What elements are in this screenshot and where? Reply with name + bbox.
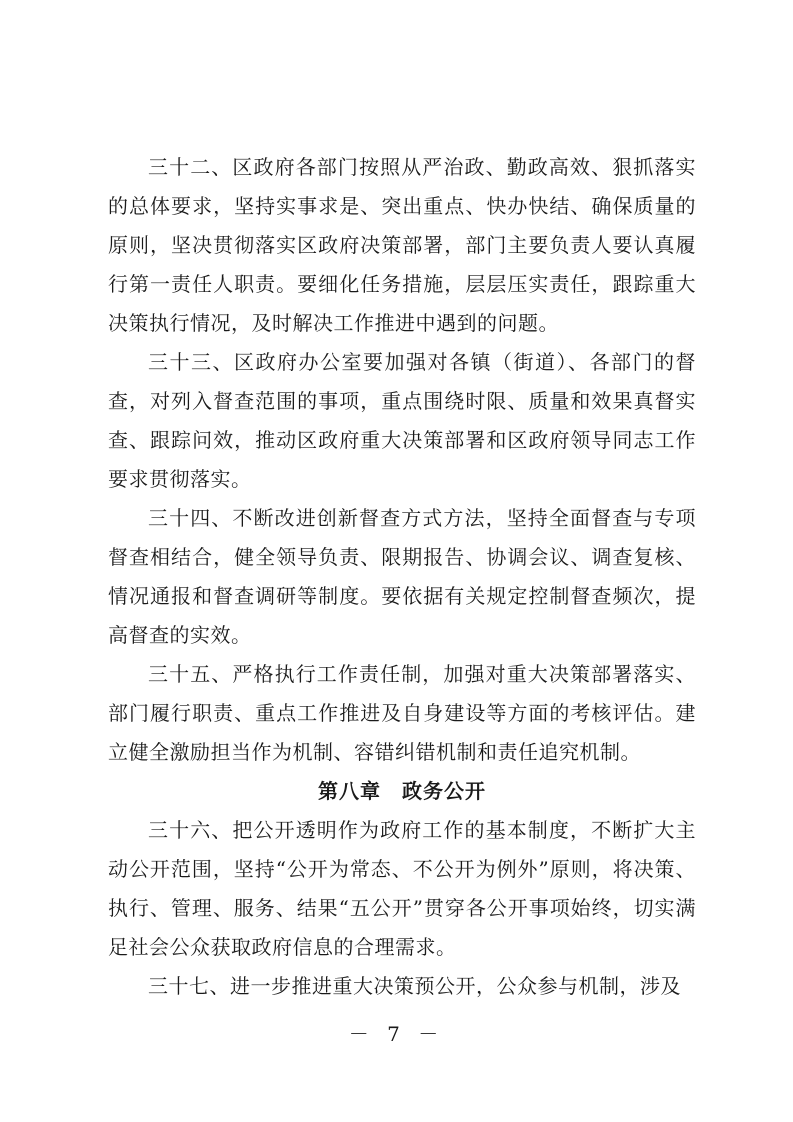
article-33-paragraph: 三十三、区政府办公室要加强对各镇（街道）、各部门的督查，对列入督查范围的事项，重点围绕时限、质量和效果真督实查、跟踪问效，推动区政府重大决策部署和区政府领导同志工作要求贯彻落实。 [108, 350, 696, 491]
article-37-paragraph: 三十七、进一步推进重大决策预公开，公众参与机制，涉及 [148, 974, 681, 998]
article-34-paragraph: 三十四、不断改进创新督查方式方法，坚持全面督查与专项督查相结合，健全领导负责、限期报告、协调会议、调查复核、情况通报和督查调研等制度。要依据有关规定控制督查频次，提高督查的实效。 [108, 506, 696, 647]
article-35-paragraph: 三十五、严格执行工作责任制，加强对重大决策部署落实、部门履行职责、重点工作推进及自身建设等方面的考核评估。建立健全激励担当作为机制、容错纠错机制和责任追究机制。 [108, 662, 696, 764]
chapter-heading: 第八章 政务公开 [318, 779, 486, 803]
article-36-paragraph: 三十六、把公开透明作为政府工作的基本制度，不断扩大主动公开范围，坚持“公开为常态、不公开为例外”原则，将决策、执行、管理、服务、结果“五公开”贯穿各公开事项始终，切实满足社会公众获取政府信息的合理需求。 [108, 818, 696, 959]
page-number: － 7 － [348, 1022, 445, 1046]
article-32-paragraph: 三十二、区政府各部门按照从严治政、勤政高效、狠抓落实的总体要求，坚持实事求是、突出重点、快办快结、确保质量的原则，坚决贯彻落实区政府决策部署，部门主要负责人要认真履行第一责任人职责。要细化任务措施，层层压实责任，跟踪重大决策执行情况，及时解决工作推进中遇到的问题。 [108, 155, 696, 335]
body-text [108, 148, 696, 1006]
